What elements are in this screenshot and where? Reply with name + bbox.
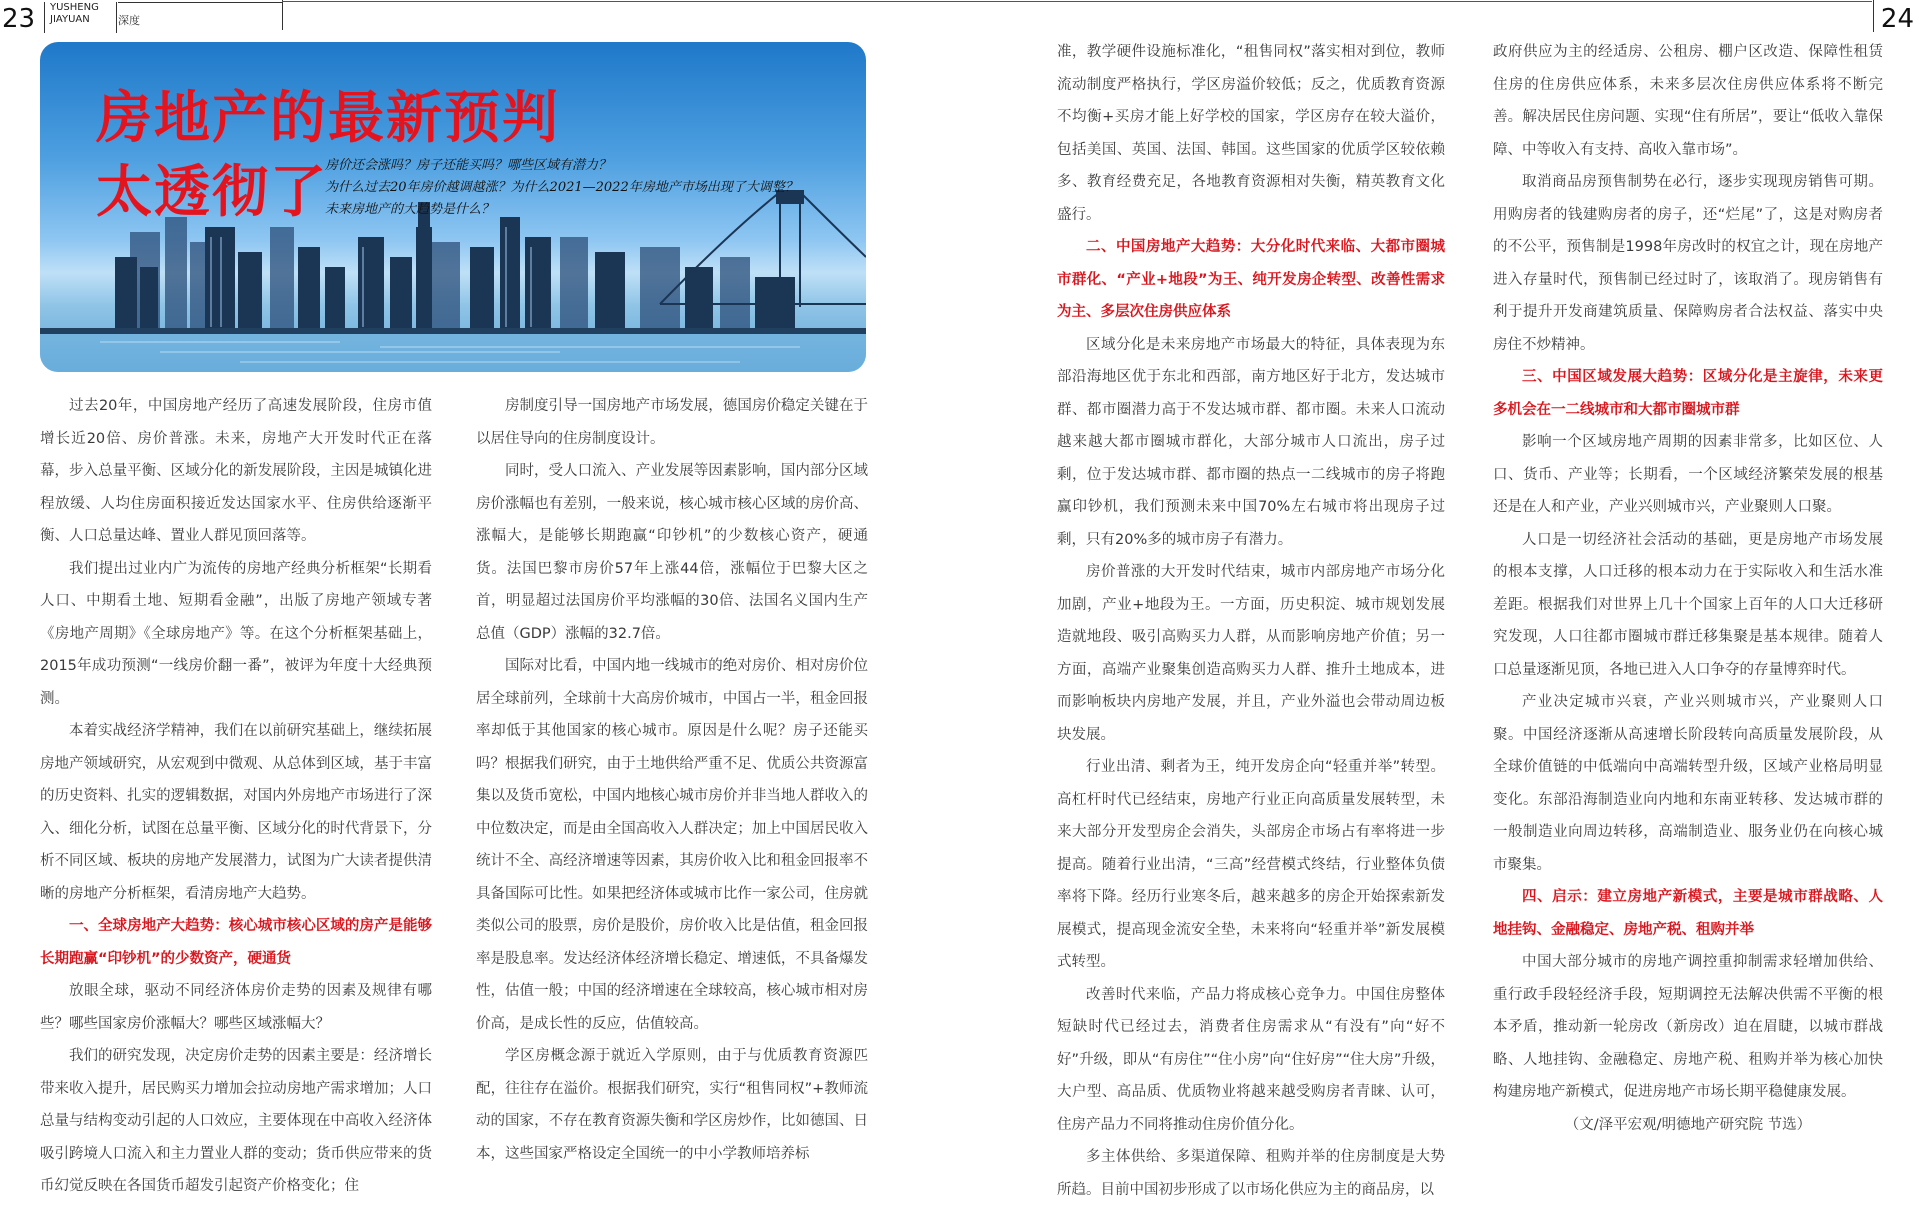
article-column-2 bbox=[476, 390, 868, 1170]
body-paragraph: 本着实战经济学精神，我们在以前研究基础上，继续拓展房地产领域研究，从宏观到中微观、从总体到区域，基于丰富的历史资料、扎实的逻辑数据，对国内外房地产市场进行了深入、细化分析，试图在总量平衡、区域分化的时代背景下，分析不同区域、板块的房地产发展潜力，试图为广大读者提供清晰的房地产分析框架，看清房地产大趋势。 bbox=[40, 723, 432, 902]
header-divider-right bbox=[1873, 0, 1874, 32]
section-heading: 三、中国区域发展大趋势：区域分化是主旋律，未来更多机会在一二线城市和大都市圈城市群 bbox=[1493, 369, 1883, 418]
brand-line-2: JIAYUAN bbox=[50, 14, 90, 25]
article-column-1 bbox=[40, 390, 432, 1203]
page-header bbox=[0, 0, 1920, 34]
brand-logo bbox=[44, 2, 117, 33]
body-paragraph: 准，教学硬件设施标准化，“租售同权”落实相对到位，教师流动制度严格执行，学区房溢价较低；反之，优质教育资源不均衡+买房才能上好学校的国家，学区房存在较大溢价，包括美国、英国、法国、韩国。这些国家的优质学区较依赖多、教育经费充足，各地教育资源相对失衡，精英教育文化盛行。 bbox=[1057, 44, 1445, 223]
body-paragraph: 人口是一切经济社会活动的基础，更是房地产市场发展的根本支撑，人口迁移的根本动力在于实际收入和生活水准差距。根据我们对世界上几十个国家上百年的人口大迁移研究发现，人口往都市圈城市群迁移集聚是基本规律。随着人口总量逐渐见顶，各地已进入人口争夺的存量博弈时代。 bbox=[1493, 531, 1883, 678]
body-paragraph: 多主体供给、多渠道保障、租购并举的住房制度是大势所趋。目前中国初步形成了以市场化供应为主的商品房，以 bbox=[1057, 1149, 1445, 1198]
body-paragraph: 区域分化是未来房地产市场最大的特征，具体表现为东部沿海地区优于东北和西部，南方地区好于北方，发达城市群、都市圈潜力高于不发达城市群、都市圈。未来人口流动越来越大都市圈城市群化，大部分城市人口流出，房子过剩，位于发达城市群、都市圈的热点一二线城市的房子将跑赢印钞机，我们预测未来中国70%左右城市将出现房子过剩，只有20%多的城市房子有潜力。 bbox=[1057, 336, 1445, 548]
body-paragraph: 国际对比看，中国内地一线城市的绝对房价、相对房价位居全球前列，全球前十大高房价城市，中国占一半，租金回报率却低于其他国家的核心城市。原因是什么呢？房子还能买吗？根据我们研究，由于土地供给严重不足、优质公共资源富集以及货币宽松，中国内地核心城市房价并非当地人群收入的中位数决定，而是由全国高收入人群决定；加上中国居民收入统计不全、高经济增速等因素，其房价收入比和租金回报率不具备国际可比性。如果把经济体或城市比作一家公司，住房就类似公司的股票，房价是股价，房价收入比是估值，租金回报率是股息率。发达经济体经济增长稳定、增速低，不具备爆发性，估值一般；中国的经济增速在全球较高，核心城市相对房价高，是成长性的反应，估值较高。 bbox=[476, 658, 868, 1032]
section-heading: 一、全球房地产大趋势：核心城市核心区域的房产是能够长期跑赢“印钞机”的少数资产，硬通货 bbox=[40, 918, 432, 967]
body-paragraph: 影响一个区域房地产周期的因素非常多，比如区位、人口、货币、产业等；长期看，一个区域经济繁荣发展的根基还是在人和产业，产业兴则城市兴，产业聚则人口聚。 bbox=[1493, 434, 1883, 515]
body-paragraph: 放眼全球，驱动不同经济体房价走势的因素及规律有哪些？哪些国家房价涨幅大？哪些区域涨幅大？ bbox=[40, 983, 432, 1032]
body-paragraph: 我们提出过业内广为流传的房地产经典分析框架“长期看人口、中期看土地、短期看金融”，出版了房地产领域专著《房地产周期》《全球房地产》等。在这个分析框架基础上，2015年成功预测“一线房价翻一番”，被评为年度十大经典预测。 bbox=[40, 560, 432, 707]
section-heading: 四、启示：建立房地产新模式，主要是城市群战略、人地挂钩、金融稳定、房地产税、租购并举 bbox=[1493, 889, 1883, 938]
body-paragraph: 同时，受人口流入、产业发展等因素影响，国内部分区域房价涨幅也有差别，一般来说，核心城市核心区域的房价高、涨幅大，是能够长期跑赢“印钞机”的少数核心资产，硬通货。法国巴黎市房价57年上涨44倍，涨幅位于巴黎大区之首，明显超过法国房价平均涨幅的30倍、法国名义国内生产总值（GDP）涨幅的32.7倍。 bbox=[476, 463, 868, 642]
body-paragraph: 政府供应为主的经适房、公租房、棚户区改造、保障性租赁住房的住房供应体系，未来多层次住房供应体系将不断完善。解决居民住房问题、实现“住有所居”，要让“低收入靠保障、中等收入有支持、高收入靠市场”。 bbox=[1493, 44, 1883, 158]
article-source: （文/泽平宏观/明德地产研究院 节选） bbox=[1564, 1116, 1812, 1133]
header-rule-left bbox=[118, 2, 282, 3]
hero-question: 房价还会涨吗？房子还能买吗？哪些区域有潜力？ bbox=[325, 158, 612, 173]
page-number-left: 23 bbox=[2, 4, 36, 34]
hero-question: 未来房地产的大趋势是什么？ bbox=[325, 202, 495, 217]
header-rule bbox=[282, 1, 1872, 2]
page-number-right: 24 bbox=[1880, 4, 1914, 34]
hero-title-line-2: 太透彻了 bbox=[96, 160, 328, 225]
body-paragraph: 产业决定城市兴衰，产业兴则城市兴，产业聚则人口聚。中国经济逐渐从高速增长阶段转向高质量发展阶段，从全球价值链的中低端向中高端转型升级，区域产业格局明显变化。东部沿海制造业向内地和东南亚转移、发达城市群的一般制造业向周边转移，高端制造业、服务业仍在向核心城市聚集。 bbox=[1493, 694, 1883, 873]
section-heading: 二、中国房地产大趋势：大分化时代来临、大都市圈城市群化、“产业+地段”为王、纯开发房企转型、改善性需求为主、多层次住房供应体系 bbox=[1057, 239, 1445, 320]
header-divider bbox=[282, 0, 283, 30]
article-column-3 bbox=[1057, 36, 1445, 1206]
hero-banner bbox=[40, 42, 866, 372]
body-paragraph: 行业出清、剩者为王，纯开发房企向“轻重并举”转型。高杠杆时代已经结束，房地产行业正向高质量发展转型，未来大部分开发型房企会消失，头部房企市场占有率将进一步提高。随着行业出清，“三高”经营模式终结，行业整体负债率将下降。经历行业寒冬后，越来越多的房企开始探索新发展模式，提高现金流安全垫，未来将向“轻重并举”新发展模式转型。 bbox=[1057, 759, 1445, 970]
section-label: 深度 bbox=[118, 14, 140, 27]
body-paragraph: 中国大部分城市的房地产调控重抑制需求轻增加供给、重行政手段轻经济手段，短期调控无法解决供需不平衡的根本矛盾，推动新一轮房改（新房改）迫在眉睫，以城市群战略、人地挂钩、金融稳定、房地产税、租购并举为核心加快构建房地产新模式，促进房地产市场长期平稳健康发展。 bbox=[1493, 954, 1883, 1100]
body-paragraph: 学区房概念源于就近入学原则，由于与优质教育资源匹配，往往存在溢价。根据我们研究，实行“租售同权”+教师流动的国家，不存在教育资源失衡和学区房炒作，比如德国、日本，这些国家严格设定全国统一的中小学教师培养标 bbox=[476, 1048, 868, 1162]
body-paragraph: 取消商品房预售制势在必行，逐步实现现房销售可期。用购房者的钱建购房者的房子，还“烂尾”了，这是对购房者的不公平，预售制是1998年房改时的权宜之计，现在房地产进入存量时代，预售制已经过时了，该取消了。现房销售有利于提升开发商建筑质量、保障购房者合法权益、落实中央房住不炒精神。 bbox=[1493, 174, 1883, 353]
body-paragraph: 房价普涨的大开发时代结束，城市内部房地产市场分化加剧，产业+地段为王。一方面，历史积淀、城市规划发展造就地段、吸引高购买力人群，从而影响房地产价值；另一方面，高端产业聚集创造高购买力人群、推升土地成本，进而影响板块内房地产发展，并且，产业外溢也会带动周边板块发展。 bbox=[1057, 564, 1445, 743]
body-paragraph: 改善时代来临，产品力将成核心竞争力。中国住房整体短缺时代已经过去，消费者住房需求从“有没有”向“好不好”升级，即从“有房住”“住小房”向“住好房”“住大房”升级，大户型、高品质、优质物业将越来越受购房者青睐、认可，住房产品力不同将推动住房价值分化。 bbox=[1057, 986, 1445, 1133]
hero-question: 为什么过去20年房价越调越涨？为什么2021—2022年房地产市场出现了大调整？ bbox=[325, 180, 798, 195]
body-paragraph: 我们的研究发现，决定房价走势的因素主要是：经济增长带来收入提升，居民购买力增加会拉动房地产需求增加；人口总量与结构变动引起的人口效应，主要体现在中高收入经济体吸引跨境人口流入和主力置业人群的变动；货币供应带来的货币幻觉反映在各国货币超发引起资产价格变化；住 bbox=[40, 1048, 432, 1194]
brand-line-1: YUSHENG bbox=[50, 2, 99, 13]
body-paragraph: 房制度引导一国房地产市场发展，德国房价稳定关键在于以居住导向的住房制度设计。 bbox=[476, 398, 868, 447]
article-column-4 bbox=[1493, 36, 1883, 1141]
hero-title-line-1: 房地产的最新预判 bbox=[96, 86, 560, 151]
body-paragraph: 过去20年，中国房地产经历了高速发展阶段，住房市值增长近20倍、房价普涨。未来，房地产大开发时代正在落幕，步入总量平衡、区域分化的新发展阶段，主因是城镇化进程放缓、人均住房面积接近发达国家水平、住房供给逐渐平衡、人口总量达峰、置业人群见顶回落等。 bbox=[40, 398, 432, 544]
